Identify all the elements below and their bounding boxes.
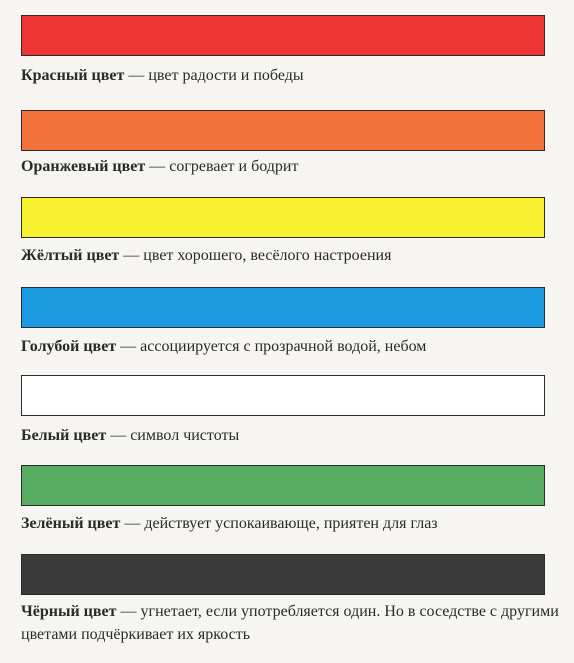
color-description: — действует успокаивающе, приятен для глаз (120, 515, 438, 532)
color-description: — ассоциируется с прозрачной водой, небом (116, 338, 427, 355)
color-name: Оранжевый цвет (21, 158, 146, 175)
color-description: — согревает и бодрит (145, 158, 299, 175)
color-caption-white (21, 424, 561, 447)
color-caption-red (21, 64, 561, 87)
color-swatch-green (21, 465, 545, 506)
color-name: Чёрный цвет (21, 603, 117, 620)
color-name: Белый цвет (21, 427, 107, 444)
color-caption-black (21, 600, 561, 646)
color-description: — цвет радости и победы (124, 67, 304, 84)
color-name: Красный цвет (21, 67, 125, 84)
color-description: — символ чистоты (106, 427, 240, 444)
color-name: Голубой цвет (21, 338, 117, 355)
color-description: — цвет хорошего, весёлого настроения (119, 247, 392, 264)
color-swatch-orange (21, 110, 545, 151)
color-swatch-red (21, 15, 545, 56)
color-name: Жёлтый цвет (21, 247, 120, 264)
color-description: — угнетает, если употребляется один. Но в соседстве с другими цветами подчёркивает их яркость (21, 603, 559, 643)
color-swatch-blue (21, 287, 545, 328)
color-swatch-white (21, 375, 545, 416)
color-caption-green (21, 512, 561, 535)
color-name: Зелёный цвет (21, 515, 121, 532)
color-caption-orange (21, 155, 561, 178)
color-swatch-black (21, 554, 545, 595)
color-caption-yellow (21, 244, 561, 267)
color-caption-blue (21, 335, 561, 358)
color-swatch-yellow (21, 197, 545, 238)
